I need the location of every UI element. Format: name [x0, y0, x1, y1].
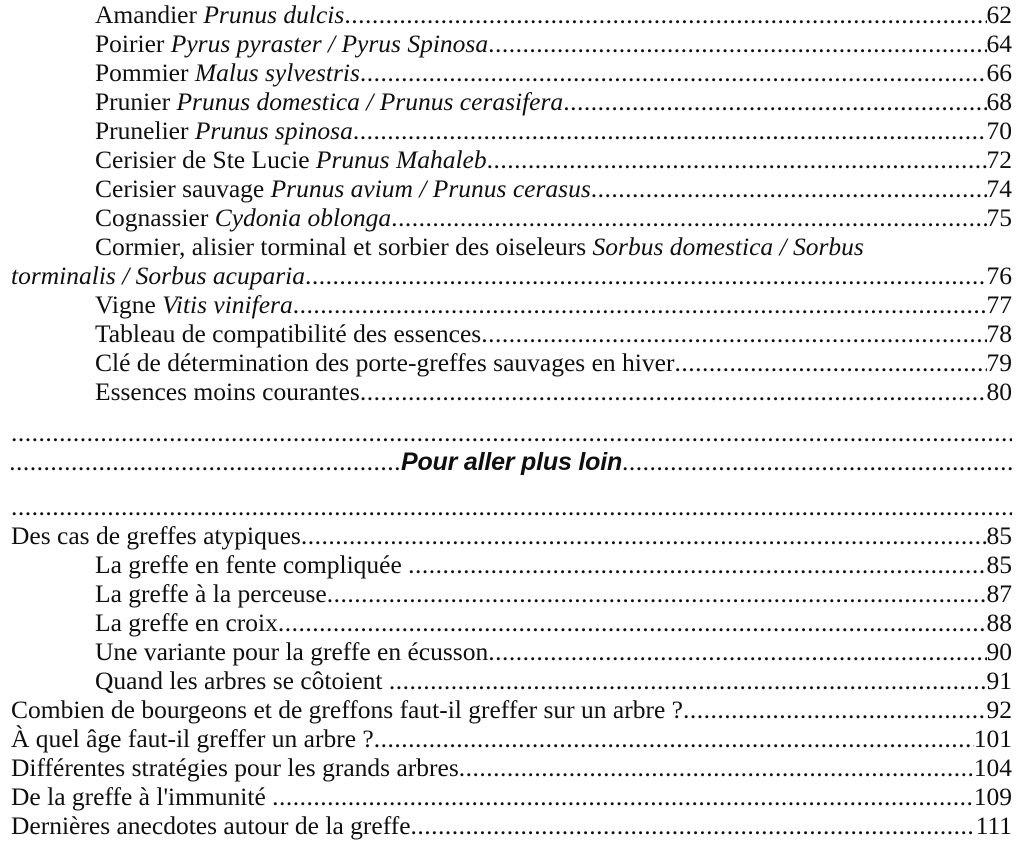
toc-dot-leader: [563, 87, 986, 116]
toc-entry-page-number: 111: [975, 811, 1012, 840]
toc-entry-title: Cerisier sauvage Prunus avium / Prunus cerasus: [95, 174, 591, 203]
toc-entry-page-number: 90: [986, 637, 1012, 666]
toc-entry-title: Dernières anecdotes autour de la greffe: [11, 811, 411, 840]
section-heading-row: [11, 447, 1012, 476]
toc-entry-wrapped-cormier: [11, 232, 1012, 290]
toc-entry[interactable]: [11, 145, 1012, 174]
toc-entry-title: La greffe à la perceuse: [95, 579, 327, 608]
toc-dot-leader: [488, 637, 986, 666]
toc-entry[interactable]: [11, 637, 1012, 666]
toc-entry-scientific-name: Pyrus pyraster / Pyrus Spinosa: [170, 29, 489, 58]
toc-entry-title: Amandier Prunus dulcis: [95, 0, 345, 29]
toc-entry-title: Cormier, alisier torminal et sorbier des oiseleurs: [95, 232, 593, 261]
toc-entry[interactable]: [11, 116, 1012, 145]
section-heading-label: Pour aller plus loin: [400, 448, 623, 476]
toc-dot-leader: [374, 724, 974, 753]
toc-entry-scientific-name: Prunus dulcis: [203, 0, 345, 29]
toc-entry-page-number: 74: [986, 174, 1012, 203]
toc-dot-leader: [391, 203, 986, 232]
toc-entry-scientific-name: Prunus Mahaleb: [315, 145, 487, 174]
toc-entry-title-line-2: [11, 261, 1012, 290]
toc-entry[interactable]: [11, 695, 1012, 724]
section-break-pour-aller-plus-loin: [11, 418, 1012, 521]
toc-entry-title: Combien de bourgeons et de greffons faut-il greffer sur un arbre ?: [11, 695, 683, 724]
toc-dot-leader: [293, 290, 987, 319]
toc-entry-page-number: 70: [986, 116, 1012, 145]
toc-dot-leader: [301, 521, 987, 550]
toc-dot-leader: [674, 348, 986, 377]
toc-entry[interactable]: [11, 579, 1012, 608]
toc-dot-leader: [487, 145, 987, 174]
toc-entry[interactable]: [11, 319, 1012, 348]
toc-dot-leader: [344, 0, 986, 29]
toc-entry-title: Différentes stratégies pour les grands arbres: [11, 753, 459, 782]
toc-entry-page-number: 87: [986, 579, 1012, 608]
toc-dot-leader: [272, 782, 974, 811]
toc-entry-title: Une variante pour la greffe en écusson: [95, 637, 489, 666]
toc-entry-page-number: 88: [986, 608, 1012, 637]
toc-entry[interactable]: [11, 203, 1012, 232]
toc-section-bottom: [11, 521, 1012, 840]
toc-dot-leader: [408, 550, 986, 579]
toc-entry-page-number: 66: [986, 58, 1012, 87]
toc-entry[interactable]: [11, 58, 1012, 87]
toc-entry-scientific-name: Prunus spinosa: [194, 116, 353, 145]
toc-dot-leader: [305, 261, 987, 290]
toc-entry-scientific-name: Cydonia oblonga: [214, 203, 392, 232]
toc-dot-leader: [591, 174, 987, 203]
toc-dot-leader: [360, 377, 987, 406]
toc-entry[interactable]: [11, 232, 1012, 290]
toc-entry-page-number: 109: [973, 782, 1012, 811]
toc-dot-leader: [353, 116, 987, 145]
toc-entry-scientific-name: Sorbus domestica / Sorbus: [592, 232, 864, 261]
toc-entry-title: La greffe en fente compliquée: [95, 550, 409, 579]
toc-entry[interactable]: [11, 666, 1012, 695]
toc-entry-scientific-name: Vitis vinifera: [162, 290, 293, 319]
toc-entry-page-number: 78: [986, 319, 1012, 348]
toc-entry-scientific-name: Prunus avium / Prunus cerasus: [270, 174, 591, 203]
toc-entry-page-number: 91: [986, 666, 1012, 695]
toc-entry-page-number: 85: [986, 550, 1012, 579]
toc-entry-title: Cognassier Cydonia oblonga: [95, 203, 392, 232]
dot-leader-right: [622, 447, 1012, 476]
toc-entry[interactable]: [11, 29, 1012, 58]
toc-entry-title: Vigne Vitis vinifera: [95, 290, 293, 319]
toc-dot-leader: [360, 58, 987, 87]
toc-entry-title: De la greffe à l'immunité: [11, 782, 273, 811]
toc-entry[interactable]: [11, 174, 1012, 203]
toc-entry-page-number: 62: [986, 0, 1012, 29]
toc-entry-title: Prunier Prunus domestica / Prunus cerasifera: [95, 87, 564, 116]
dot-leader-row-top: [11, 418, 1012, 447]
section-break-spacer: [11, 476, 1012, 492]
toc-dot-leader: [481, 319, 986, 348]
toc-entry-title: Poirier Pyrus pyraster / Pyrus Spinosa: [95, 29, 489, 58]
toc-entry[interactable]: [11, 608, 1012, 637]
toc-entry-title-line-1: [11, 232, 1012, 261]
toc-entry[interactable]: [11, 724, 1012, 753]
toc-entry-title: Cerisier de Ste Lucie Prunus Mahaleb: [95, 145, 487, 174]
toc-entry-page-number: 76: [986, 261, 1012, 290]
toc-entry[interactable]: [11, 348, 1012, 377]
toc-dot-leader: [411, 811, 976, 840]
toc-entry-page-number: 101: [973, 724, 1012, 753]
toc-entry-page-number: 92: [986, 695, 1012, 724]
toc-dot-leader: [459, 753, 974, 782]
toc-section-top: [11, 0, 1012, 232]
toc-entry[interactable]: [11, 753, 1012, 782]
toc-dot-leader: [327, 579, 987, 608]
toc-entry[interactable]: [11, 811, 1012, 840]
toc-entry[interactable]: [11, 377, 1012, 406]
toc-entry-page-number: 77: [986, 290, 1012, 319]
toc-entry[interactable]: [11, 0, 1012, 29]
toc-dot-leader: [488, 29, 986, 58]
toc-entry-scientific-name: Malus sylvestris: [194, 58, 360, 87]
toc-entry[interactable]: [11, 782, 1012, 811]
toc-entry[interactable]: [11, 550, 1012, 579]
toc-section-top2: [11, 290, 1012, 406]
toc-entry-page-number: 104: [973, 753, 1012, 782]
toc-entry-page-number: 80: [986, 377, 1012, 406]
toc-entry-title: Tableau de compatibilité des essences: [95, 319, 482, 348]
toc-entry-title: À quel âge faut-il greffer un arbre ?: [11, 724, 374, 753]
toc-entry-title: Des cas de greffes atypiques: [11, 521, 301, 550]
toc-dot-leader: [278, 608, 987, 637]
toc-entry[interactable]: [11, 521, 1012, 550]
toc-dot-leader: [683, 695, 987, 724]
toc-entry-page-number: 79: [986, 348, 1012, 377]
toc-entry-scientific-name-continued: torminalis / Sorbus acuparia: [11, 261, 305, 290]
toc-entry-scientific-name: Prunus domestica / Prunus cerasifera: [176, 87, 564, 116]
toc-entry-page-number: 75: [986, 203, 1012, 232]
toc-entry[interactable]: [11, 290, 1012, 319]
toc-entry-page-number: 64: [986, 29, 1012, 58]
dot-leader-left: [11, 447, 401, 476]
toc-entry-title: Clé de détermination des porte-greffes sauvages en hiver: [95, 348, 675, 377]
toc-entry-title: Prunelier Prunus spinosa: [95, 116, 353, 145]
dot-leader-row-bottom: [11, 492, 1012, 521]
toc-entry-title: Quand les arbres se côtoient: [95, 666, 389, 695]
toc-entry-title: La greffe en croix: [95, 608, 278, 637]
toc-entry-page-number: 68: [986, 87, 1012, 116]
toc-dot-leader: [389, 666, 987, 695]
toc-entry[interactable]: [11, 87, 1012, 116]
toc-entry-title: Pommier Malus sylvestris: [95, 58, 360, 87]
toc-entry-page-number: 72: [986, 145, 1012, 174]
toc-entry-page-number: 85: [986, 521, 1012, 550]
toc-entry-title: Essences moins courantes: [95, 377, 360, 406]
